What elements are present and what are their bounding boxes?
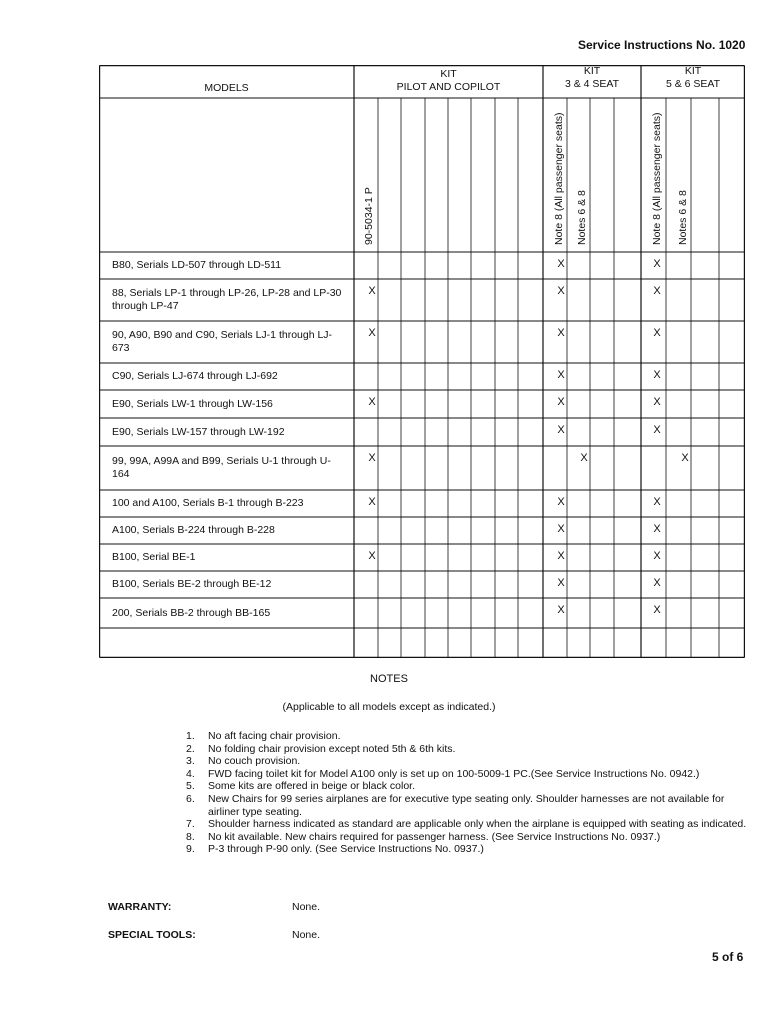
header-kit-56-line2: 5 & 6 SEAT [665,78,721,90]
note-item [186,818,752,831]
note-number: 3. [186,755,195,768]
model-cell: B100, Serial BE-1 [112,551,196,563]
model-cell: 88, Serials LP-1 through LP-26, LP-28 and LP-30 through LP-47 [112,287,342,312]
kit-mark-k34a: X [557,523,565,535]
header-kit-pilot-line1: KIT [440,68,457,80]
note-text: P-3 through P-90 only. (See Service Instructions No. 0937.) [208,843,484,856]
notes-title: NOTES [370,673,408,685]
header-models: MODELS [204,82,249,94]
note-item [186,780,752,793]
note-item [186,843,752,856]
note-text: No folding chair provision except noted 5th & 6th kits. [208,742,456,755]
kit-mark-k34a: X [557,369,565,381]
model-cell: C90, Serials LJ-674 through LJ-692 [112,370,278,382]
model-cell: E90, Serials LW-157 through LW-192 [112,425,285,438]
model-cell: 100 and A100, Serials B-1 through B-223 [112,497,304,509]
kit-mark-k56a: X [653,396,661,408]
note-text: Shoulder harness indicated as standard are applicable only when the airplane is equipped with seating as indicated. [208,818,747,831]
kit-mark-k34a: X [557,550,565,562]
note-text: Some kits are offered in beige or black color. [208,780,416,793]
model-cell: A100, Serials B-224 through B-228 [112,524,275,536]
column-56-notes6and8: Notes 6 & 8 [677,190,689,245]
note-number: 6. [186,792,195,805]
header-kit-34-line2: 3 & 4 SEAT [564,78,620,90]
column-34-notes6and8: Notes 6 & 8 [576,190,588,245]
kit-mark-pilot: X [368,452,376,464]
note-number: 9. [186,843,195,856]
kit-mark-k56b: X [681,452,689,464]
kit-mark-k56a: X [653,327,661,339]
kit-mark-k56a: X [653,523,661,535]
model-cell: 90, A90, B90 and C90, Serials LJ-1 through LJ-673 [112,329,333,354]
kit-mark-k56a: X [653,496,661,508]
table-grid-lines [99,65,745,658]
model-cell: 99, 99A, A99A and B99, Serials U-1 through U-164 [112,455,331,480]
header-kit-34-line1: KIT [583,65,601,77]
kit-mark-k34a: X [557,424,565,436]
model-cell: 200, Serials BB-2 through BB-165 [112,606,271,619]
kit-mark-pilot: X [368,327,376,339]
kit-mark-k56a: X [653,258,661,270]
note-number: 2. [186,742,195,755]
kit-mark-k34a: X [557,285,565,297]
note-number: 1. [186,730,195,742]
note-number: 8. [186,830,195,843]
kit-mark-k56a: X [653,369,661,381]
model-cell: B100, Serials BE-2 through BE-12 [112,578,272,590]
note-text: New Chairs for 99 series airplanes are for executive type seating only. Shoulder harnesses are not available for airliner type seating. [208,792,725,818]
kit-mark-k34b: X [580,452,588,464]
note-item [186,730,752,743]
document-header-title: Service Instructions No. 1020 [578,38,746,52]
kit-mark-k34a: X [557,496,565,508]
kit-mark-pilot: X [368,285,376,297]
notes-list [186,730,752,856]
kit-mark-pilot: X [368,550,376,562]
note-number: 7. [186,818,195,831]
special-tools-label: SPECIAL TOOLS: [108,929,196,941]
model-cell: B80, Serials LD-507 through LD-511 [112,259,282,271]
column-56-note8: Note 8 (All passenger seats) [651,112,663,245]
note-item [186,755,752,768]
kit-mark-k56a: X [653,550,661,562]
model-cell: E90, Serials LW-1 through LW-156 [112,397,273,410]
note-text: No couch provision. [208,755,301,768]
column-pilot-part-number: 90-5034-1 P [363,187,375,245]
kit-mark-k56a: X [653,424,661,436]
kit-mark-k56a: X [653,604,661,616]
note-item [186,831,752,844]
note-text: No kit available. New chairs required for passenger harness. (See Service Instructions No. 0937.) [208,830,661,843]
note-text: FWD facing toilet kit for Model A100 only is set up on 100-5009-1 PC.(See Service Instructions No. 0942.) [208,767,700,780]
warranty-label: WARRANTY: [108,901,172,913]
note-text: No aft facing chair provision. [208,730,341,742]
kit-mark-k34a: X [557,258,565,270]
kit-mark-k34a: X [557,604,565,616]
kit-mark-k56a: X [653,285,661,297]
note-item [186,793,752,818]
kit-mark-k34a: X [557,327,565,339]
note-item [186,768,752,781]
column-34-note8: Note 8 (All passenger seats) [553,112,565,245]
header-kit-pilot-line2: PILOT AND COPILOT [396,81,501,93]
header-kit-56-line1: KIT [684,65,702,77]
kit-mark-pilot: X [368,496,376,508]
kit-mark-k34a: X [557,396,565,408]
notes-subtitle: (Applicable to all models except as indicated.) [282,701,496,713]
warranty-value: None. [292,901,321,913]
note-number: 5. [186,780,195,793]
kit-mark-k56a: X [653,577,661,589]
note-number: 4. [186,767,195,780]
special-tools-value: None. [292,929,321,941]
page-number: 5 of 6 [712,950,744,964]
kit-mark-pilot: X [368,396,376,408]
models-kit-table [99,65,745,658]
kit-mark-k34a: X [557,577,565,589]
note-item [186,743,752,756]
